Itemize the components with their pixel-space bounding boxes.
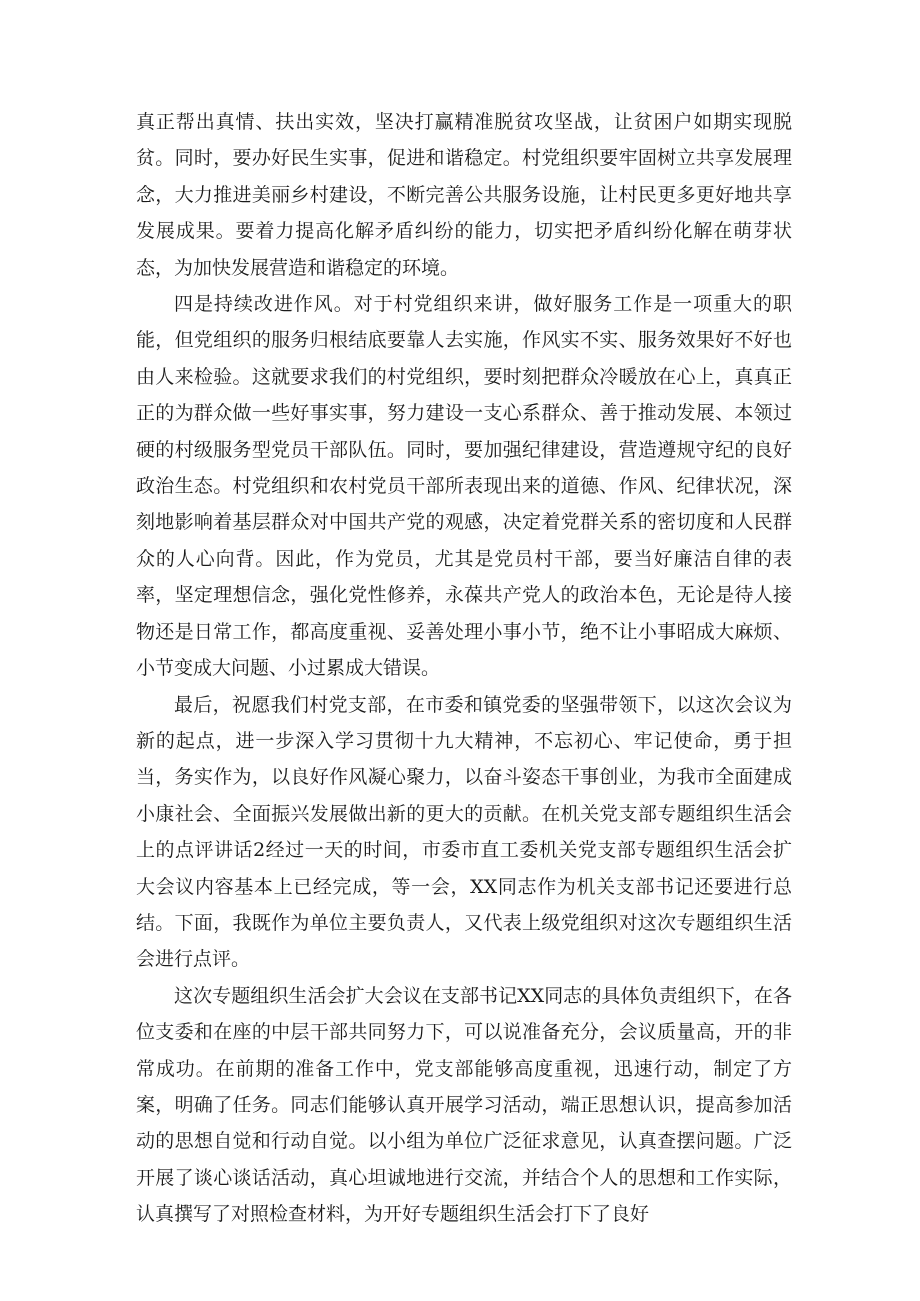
document-body xyxy=(136,104,792,1233)
paragraph-4: 这次专题组织生活会扩大会议在支部书记XX同志的具体负责组织下，在各位支委和在座的中层干部共同努力下，可以说准备充分，会议质量高，开的非常成功。在前期的准备工作中，党支部能够高度重视，迅速行动，制定了方案，明确了任务。同志们能够认真开展学习活动，端正思想认识，提高参加活动的思想自觉和行动自觉。以小组为单位广泛征求意见，认真查摆问题。广泛开展了谈心谈话活动，真心坦诚地进行交流，并结合个人的思想和工作实际，认真撰写了对照检查材料，为开好专题组织生活会打下了良好 xyxy=(136,984,792,1226)
paragraph-3: 最后，祝愿我们村党支部，在市委和镇党委的坚强带领下，以这次会议为新的起点，进一步深入学习贯彻十九大精神，不忘初心、牢记使命，勇于担当，务实作为，以良好作风凝心聚力，以奋斗姿态干事创业，为我市全面建成小康社会、全面振兴发展做出新的更大的贡献。在机关党支部专题组织生活会上的点评讲话2经过一天的时间，市委市直工委机关党支部专题组织生活会扩大会议内容基本上已经完成，等一会，XX同志作为机关支部书记还要进行总结。下面，我既作为单位主要负责人，又代表上级党组织对这次专题组织生活会进行点评。 xyxy=(136,693,792,971)
paragraph-1: 真正帮出真情、扶出实效，坚决打赢精准脱贫攻坚战，让贫困户如期实现脱贫。同时，要办好民生实事，促进和谐稳定。村党组织要牢固树立共享发展理念，大力推进美丽乡村建设，不断完善公共服务设施，让村民更多更好地共享发展成果。要着力提高化解矛盾纠纷的能力，切实把矛盾纠纷化解在萌芽状态，为加快发展营造和谐稳定的环境。 xyxy=(136,111,792,279)
paragraph-2: 四是持续改进作风。对于村党组织来讲，做好服务工作是一项重大的职能，但党组织的服务归根结底要靠人去实施，作风实不实、服务效果好不好也由人来检验。这就要求我们的村党组织，要时刻把群众冷暖放在心上，真真正正的为群众做一些好事实事，努力建设一支心系群众、善于推动发展、本领过硬的村级服务型党员干部队伍。同时，要加强纪律建设，营造遵规守纪的良好政治生态。村党组织和农村党员干部所表现出来的道德、作风、纪律状况，深刻地影响着基层群众对中国共产党的观感，决定着党群关系的密切度和人民群众的人心向背。因此，作为党员，尤其是党员村干部，要当好廉洁自律的表率，坚定理想信念，强化党性修养，永葆共产党人的政治本色，无论是待人接物还是日常工作，都高度重视、妥善处理小事小节，绝不让小事昭成大麻烦、小节变成大问题、小过累成大错误。 xyxy=(136,293,792,680)
